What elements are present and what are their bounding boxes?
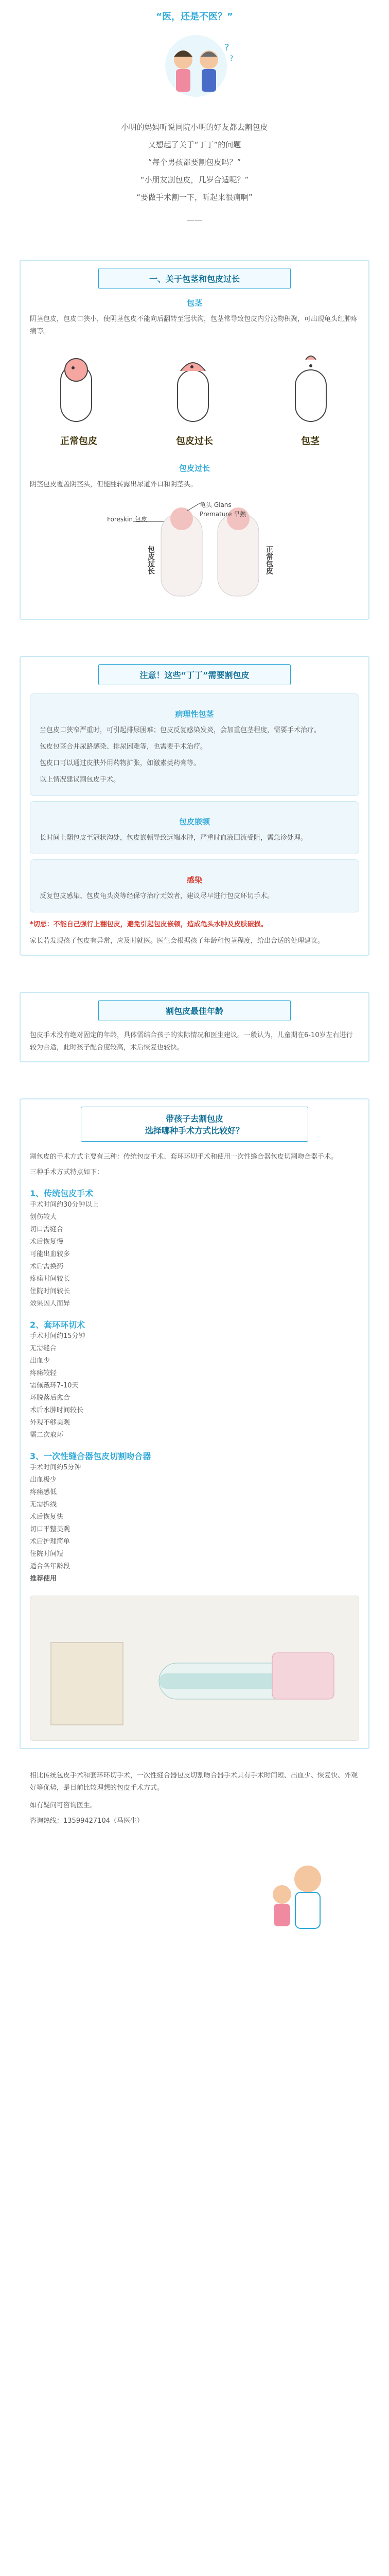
best-age-text: 包皮手术没有绝对固定的年龄，具体需结合孩子的实际情况和医生建议。一般认为，儿童期在6-10岁左右进行较为合适，此时孩子配合度较高，术后恢复也较快。 — [30, 1031, 353, 1052]
label-long: 包皮过长 — [176, 436, 213, 447]
method-title: 2、套环环切术 — [30, 1320, 85, 1330]
methods-intro: 割包皮的手术方式主要有三种：传统包皮手术、套环环切手术和使用一次性缝合器包皮切割吻合器手术。 — [30, 1153, 338, 1161]
closing-contact: 如有疑问可咨询医生。 — [30, 1802, 97, 1809]
anat-label-long: 包皮过长 — [147, 546, 155, 574]
phimosis-illustration — [261, 349, 359, 432]
label-normal: 正常包皮 — [60, 436, 97, 447]
svg-text:?: ? — [229, 55, 234, 63]
closing-text: 相比传统包皮手术和套环环切手术，一次性缝合器包皮切割吻合器手术具有手术时间短、出血少、恢复快、外观好等优势，是目前比较理想的包皮手术方式。 — [30, 1772, 358, 1792]
card-text: 长时间上翻包皮至冠状沟处，包皮嵌顿导致远端水肿，严重时血液回流受阻，需急诊处理。 — [40, 834, 308, 842]
method-item: 住院时间较长 — [30, 1287, 70, 1295]
method-item: 疼痛感低 — [30, 1488, 57, 1496]
divider: —— — [187, 215, 202, 225]
method-item: 出血少 — [30, 1357, 50, 1365]
warning: *切忌：不能自己强行上翻包皮，避免引起包皮嵌顿，造成龟头水肿及皮肤破损。 — [30, 921, 268, 928]
intro-line: “要做手术割一下，听起来很痛啊” — [136, 193, 253, 202]
long-foreskin-text: 阴茎包皮覆盖阴茎头，但能翻转露出尿道外口和阴茎头。 — [30, 481, 198, 488]
method-item: 术后护理简单 — [30, 1538, 70, 1546]
method-item: 疼痛时间较长 — [30, 1275, 70, 1283]
section-heading: 割包皮最佳年龄 — [98, 1000, 291, 1021]
normal-illustration — [30, 349, 128, 432]
intro-line: “每个男孩都要割包皮吗？” — [148, 158, 241, 167]
method-ring — [30, 1318, 359, 1442]
card-title: 病理性包茎 — [175, 709, 214, 719]
stapler-illustration — [30, 1596, 359, 1740]
method-item: 无需缝合 — [30, 1345, 57, 1352]
method-title: 3、一次性缝合器包皮切割吻合器 — [30, 1451, 151, 1461]
method-item: 适合各年龄段 — [30, 1563, 70, 1570]
methods-intro-2: 三种手术方式特点如下： — [30, 1168, 104, 1176]
section-best-age — [20, 992, 369, 1062]
phimosis-figure — [261, 349, 359, 452]
intro — [40, 118, 349, 229]
method-list — [30, 1462, 359, 1585]
method-stapler — [30, 1450, 359, 1585]
card-text: 以上情况建议割包皮手术。 — [40, 776, 120, 784]
card-paraphimosis — [30, 801, 359, 854]
closing-phone: 咨询热线：13599427104（马医生） — [30, 1817, 144, 1825]
hero — [0, 0, 389, 118]
svg-text:?: ? — [224, 42, 229, 53]
card-pathological-phimosis — [30, 693, 359, 796]
anat-label-premature: Premature 早熟 — [200, 511, 246, 518]
label-phimosis: 包茎 — [301, 436, 320, 447]
method-item: 术后需换药 — [30, 1263, 64, 1270]
method-item: 外观不够美观 — [30, 1419, 70, 1427]
stapler-photo — [30, 1596, 359, 1741]
section-heading: 注意！这些“丁丁”需要割包皮 — [98, 664, 291, 685]
card-title: 包皮嵌顿 — [179, 817, 210, 826]
method-item: 手术时间约30分钟以上 — [30, 1201, 99, 1209]
method-title: 1、传统包皮手术 — [30, 1189, 94, 1198]
warning-text: 家长若发现孩子包皮有异常，应及时就医。医生会根据孩子年龄和包茎程度，给出合适的处理建议。 — [30, 937, 325, 945]
long-illustration — [146, 349, 243, 432]
intro-line: “小朋友割包皮，几岁合适呢？” — [140, 175, 249, 184]
card-title: 感染 — [186, 875, 202, 885]
section-need-surgery — [20, 656, 369, 956]
card-text: 包皮口可以通过皮肤外用药物扩张，如激素类药膏等。 — [40, 759, 201, 767]
method-item: 术后恢复慢 — [30, 1238, 64, 1246]
card-text: 反复包皮感染、包皮龟头炎等经保守治疗无效者，建议尽早进行包皮环切手术。 — [40, 892, 274, 900]
method-item: 住院时间短 — [30, 1550, 64, 1558]
method-item: 手术时间约15分钟 — [30, 1332, 85, 1340]
intro-line: 又想起了关于“丁丁”的问题 — [148, 140, 241, 149]
method-item: 创伤较大 — [30, 1213, 57, 1221]
method-list — [30, 1330, 359, 1442]
method-item: 切口平整美观 — [30, 1526, 70, 1533]
section-methods — [20, 1098, 369, 1749]
method-highlight: 推荐使用 — [30, 1575, 57, 1583]
card-text: 当包皮口狭窄严重时，可引起排尿困难；包皮反复感染发炎，会加重包茎程度，需要手术治疗。 — [40, 726, 321, 734]
method-item: 可能出血较多 — [30, 1250, 70, 1258]
normal-foreskin-figure — [30, 349, 128, 452]
method-item: 效果因人而异 — [30, 1300, 70, 1308]
method-item: 疼痛较轻 — [30, 1369, 57, 1377]
doctor-and-child-illustration — [246, 1843, 359, 1936]
long-foreskin-figure — [146, 349, 243, 452]
method-item: 出血极少 — [30, 1476, 57, 1484]
method-item: 术后水肿时间较长 — [30, 1406, 84, 1414]
phimosis-text: 阴茎包皮，包皮口狭小，使阴茎包皮不能向后翻转至冠状沟，包茎常导致包皮内分泌物积聚，可出现龟头红肿疼痛等。 — [30, 315, 358, 335]
card-infection — [30, 859, 359, 912]
parents-illustration — [147, 30, 245, 107]
methods-heading-line: 选择哪种手术方式比较好？ — [145, 1126, 244, 1136]
method-item: 需佩戴环7-10天 — [30, 1382, 79, 1389]
method-item: 术后恢复快 — [30, 1513, 64, 1521]
methods-heading — [81, 1107, 308, 1142]
method-item: 环脱落后愈合 — [30, 1394, 70, 1402]
method-item: 切口需缝合 — [30, 1226, 64, 1233]
anat-label-normal: 正常包皮 — [265, 546, 273, 574]
closing-illustration — [30, 1843, 359, 1936]
phimosis-title: 包茎 — [186, 298, 202, 308]
anatomy-diagram — [30, 498, 359, 612]
card-text: 包皮包茎合并尿路感染、排尿困难等，也需要手术治疗。 — [40, 743, 207, 751]
long-foreskin-title: 包皮过长 — [179, 464, 210, 473]
intro-line: 小明的妈妈听说同院小明的好友都去割包皮 — [121, 123, 268, 132]
anat-label-glans: 龟头 Glans — [200, 501, 232, 509]
hero-title: “医，还是不医？” — [156, 11, 233, 22]
anat-label-foreskin: Foreskin 包皮 — [107, 516, 147, 523]
anatomy-illustration — [30, 498, 359, 612]
method-item: 需二次取环 — [30, 1431, 64, 1439]
closing — [30, 1770, 359, 1936]
section-heading: 一、关于包茎和包皮过长 — [98, 268, 291, 289]
methods-heading-line: 带孩子去割包皮 — [165, 1114, 223, 1124]
section-phimosis — [20, 260, 369, 620]
method-item: 手术时间约5分钟 — [30, 1464, 81, 1471]
method-item: 无需拆线 — [30, 1501, 57, 1509]
method-list — [30, 1199, 359, 1310]
method-traditional — [30, 1187, 359, 1310]
comparison-illustration — [30, 344, 359, 452]
